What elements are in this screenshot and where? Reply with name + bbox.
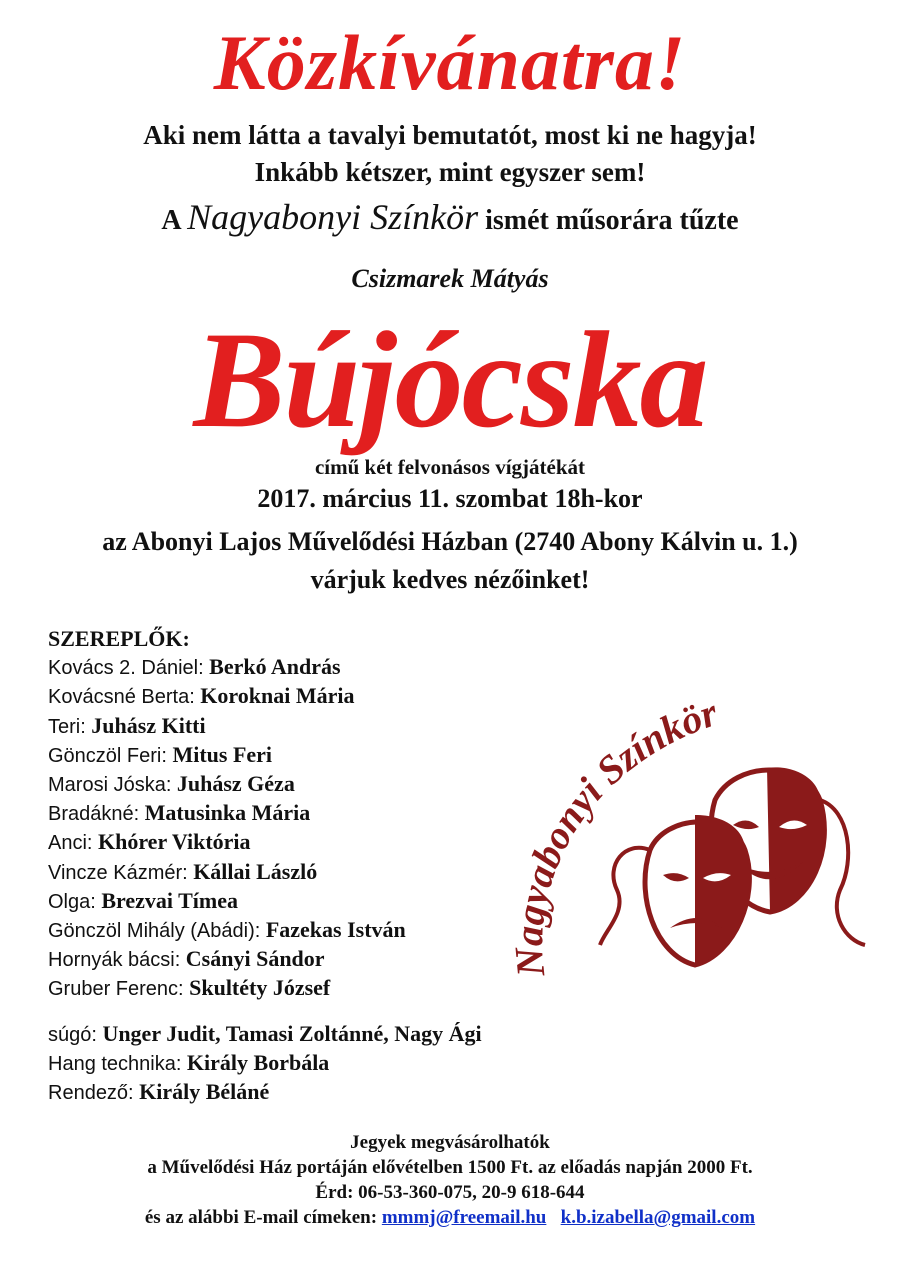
cast-list: [48, 625, 406, 1004]
cast-actor: Juhász Kitti: [91, 712, 206, 738]
tragedy-mask-icon: [600, 815, 749, 965]
cast-role: Gönczöl Mihály (Abádi):: [48, 920, 261, 943]
cast-role: Anci:: [48, 832, 93, 855]
cast-role: Gruber Ferenc:: [48, 978, 184, 1001]
footer-line-1: Jegyek megvásárolhatók: [350, 1132, 550, 1153]
cast-role: Gönczöl Feri:: [48, 744, 167, 767]
headline: Közkívánatra!: [213, 19, 687, 106]
cast-actor: Juhász Géza: [176, 771, 295, 797]
cast-actor: Khórer Viktória: [97, 829, 251, 855]
cast-actor: Fazekas István: [265, 917, 406, 943]
crew-row: [48, 1020, 482, 1049]
cast-actor: Berkó András: [209, 654, 341, 680]
cast-actor: Matusinka Mária: [144, 800, 311, 826]
footer-email-prefix: és az alábbi E-mail címeken:: [144, 1207, 378, 1228]
email-link-1[interactable]: mmmj@freemail.hu: [381, 1207, 547, 1228]
email-link-2[interactable]: k.b.izabella@gmail.com: [560, 1207, 756, 1228]
cast-role: Kovácsné Berta:: [48, 686, 195, 709]
welcome-text: várjuk kedves nézőinket!: [310, 565, 590, 594]
cast-actor: Mitus Feri: [172, 741, 273, 767]
cast-row: [48, 712, 406, 741]
cast-role: Bradákné:: [48, 803, 140, 826]
cast-row: [48, 828, 406, 857]
cast-actor: Skultéty József: [189, 975, 331, 1001]
logo-text: Nagyabonyi Színkör: [505, 690, 723, 979]
intro-line-3-suffix: ismét műsorára tűzte: [485, 205, 739, 236]
cast-role: Vincze Kázmér:: [48, 861, 188, 884]
cast-row: [48, 682, 406, 711]
group-name: Nagyabonyi Színkör: [187, 197, 479, 237]
cast-role: Hornyák bácsi:: [48, 949, 181, 972]
cast-actor: Csányi Sándor: [185, 946, 325, 972]
cast-row: [48, 653, 406, 682]
cast-row: [48, 916, 406, 945]
cast-role: Teri:: [48, 715, 86, 738]
cast-row: [48, 945, 406, 974]
cast-row: [48, 799, 406, 828]
play-venue: az Abonyi Lajos Művelődési Házban (2740 Abony Kálvin u. 1.): [102, 527, 798, 556]
cast-actor: Brezvai Tímea: [101, 887, 238, 913]
crew-member: Király Béláné: [139, 1079, 270, 1105]
intro-line-3-prefix: A: [161, 205, 181, 236]
cast-row: [48, 887, 406, 916]
cast-actor: Kállai László: [193, 858, 318, 884]
footer-line-3: Érd: 06-53-360-075, 20-9 618-644: [315, 1182, 585, 1203]
footer-line-4: [0, 1207, 900, 1229]
crew-role: Rendező:: [48, 1082, 134, 1105]
cast-row: [48, 741, 406, 770]
intro-line-3: [0, 196, 900, 238]
play-subtitle: című két felvonásos vígjátékát: [314, 455, 586, 479]
cast-role: Kovács 2. Dániel:: [48, 657, 204, 680]
crew-role: súgó:: [48, 1024, 97, 1046]
crew-role: Hang technika:: [48, 1053, 182, 1076]
crew-member: Unger Judit, Tamasi Zoltánné, Nagy Ági: [102, 1021, 482, 1046]
theatre-masks-icon: [505, 690, 885, 990]
intro-line-1: Aki nem látta a tavalyi bemutatót, most ki ne hagyja!: [143, 120, 757, 150]
play-title: Bújócska: [193, 303, 707, 456]
crew-member: Király Borbála: [186, 1050, 330, 1076]
crew-list: [48, 1020, 482, 1108]
cast-role: Olga:: [48, 890, 96, 913]
crew-row: [48, 1049, 482, 1078]
play-date: 2017. március 11. szombat 18h-kor: [257, 484, 643, 513]
intro-line-2: Inkább kétszer, mint egyszer sem!: [254, 157, 646, 187]
cast-row: [48, 858, 406, 887]
cast-row: [48, 770, 406, 799]
crew-row: [48, 1078, 482, 1107]
footer-line-2: a Művelődési Ház portáján elővételben 1500 Ft. az előadás napján 2000 Ft.: [147, 1157, 753, 1178]
cast-row: [48, 974, 406, 1003]
author: Csizmarek Mátyás: [351, 264, 549, 293]
cast-heading: SZEREPLŐK:: [48, 626, 190, 651]
cast-actor: Koroknai Mária: [200, 683, 355, 709]
cast-role: Marosi Jóska:: [48, 774, 172, 797]
